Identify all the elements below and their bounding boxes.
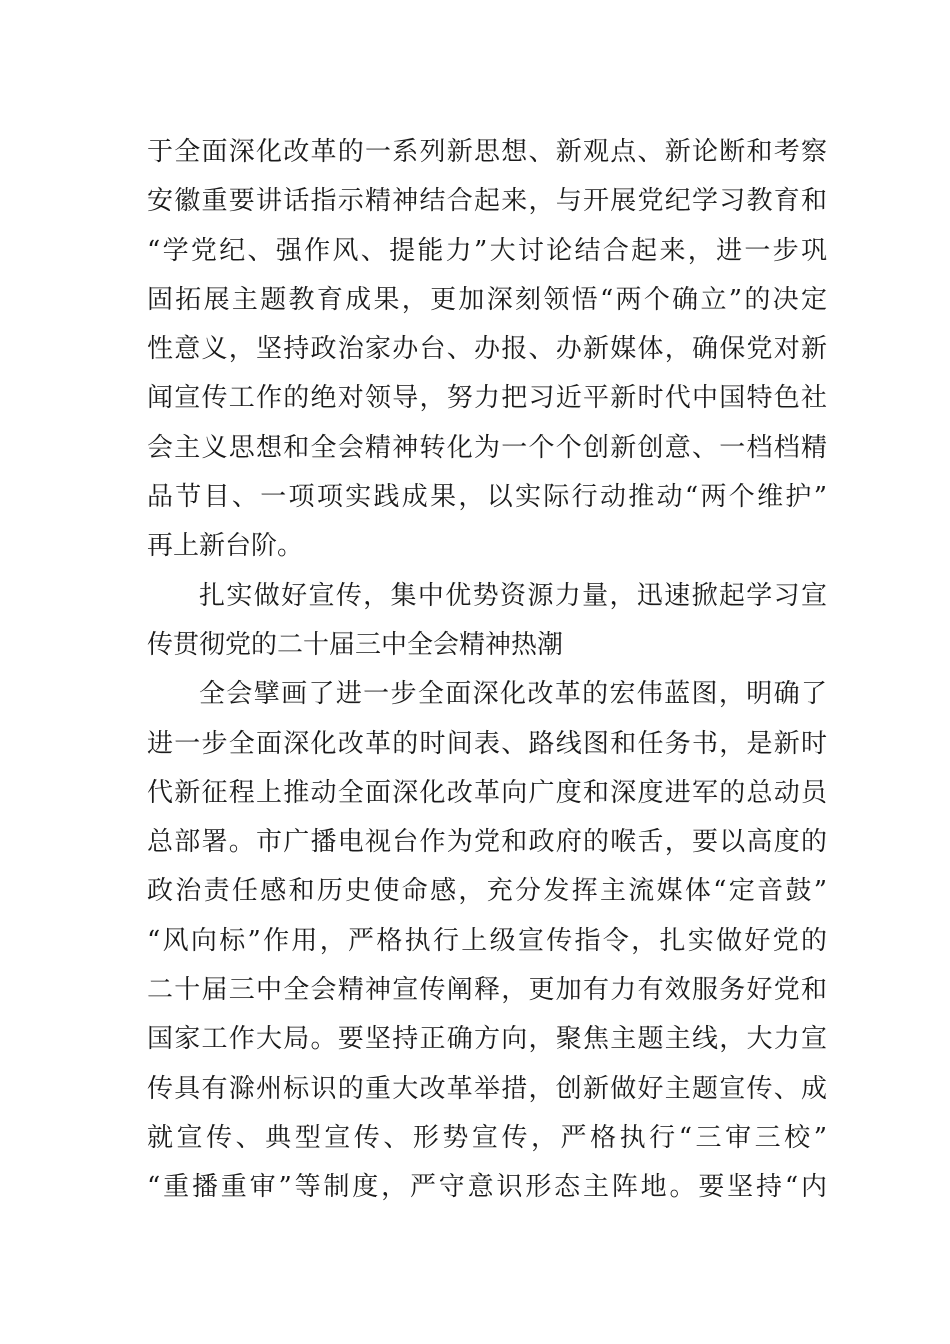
- text-line: 全会擘画了进一步全面深化改革的宏伟蓝图，明确了: [199, 679, 827, 710]
- text-line: 总部署。市广播电视台作为党和政府的喉舌，要以高度的: [147, 827, 827, 858]
- text-line: 品节目、一项项实践成果，以实际行动推动“两个维护”: [147, 482, 827, 513]
- text-line: 于全面深化改革的一系列新思想、新观点、新论断和考察: [147, 137, 827, 167]
- text-line: “风向标”作用，严格执行上级宣传指令，扎实做好党的: [147, 925, 827, 956]
- text-line: “学党纪、强作风、提能力”大讨论结合起来，进一步巩: [147, 235, 827, 266]
- section-heading: 扎实做好宣传，集中优势资源力量，迅速掀起学习宣: [199, 580, 827, 611]
- text-line: 会主义思想和全会精神转化为一个个创新创意、一档档精: [147, 432, 827, 463]
- text-line: 国家工作大局。要坚持正确方向，聚焦主题主线，大力宣: [147, 1024, 827, 1055]
- text-line: 政治责任感和历史使命感，充分发挥主流媒体“定音鼓”: [147, 876, 827, 907]
- section-heading-continued: 传贯彻党的二十届三中全会精神热潮: [147, 629, 564, 660]
- text-line: 再上新台阶。: [147, 531, 304, 562]
- text-line: 固拓展主题教育成果，更加深刻领悟“两个确立”的决定: [147, 284, 827, 315]
- text-line: 进一步全面深化改革的时间表、路线图和任务书，是新时: [147, 728, 827, 759]
- text-line: “重播重审”等制度，严守意识形态主阵地。要坚持“内: [147, 1172, 827, 1203]
- text-line: 安徽重要讲话指示精神结合起来，与开展党纪学习教育和: [147, 186, 827, 217]
- text-line: 代新征程上推动全面深化改革向广度和深度进军的总动员: [147, 777, 827, 808]
- text-line: 传具有滁州标识的重大改革举措，创新做好主题宣传、成: [147, 1073, 827, 1104]
- text-line: 二十届三中全会精神宣传阐释，更加有力有效服务好党和: [147, 975, 827, 1006]
- text-line: 就宣传、典型宣传、形势宣传，严格执行“三审三校”: [147, 1122, 827, 1153]
- text-line: 性意义，坚持政治家办台、办报、办新媒体，确保党对新: [147, 334, 827, 365]
- body-text: [147, 128, 827, 1213]
- text-line: 闻宣传工作的绝对领导，努力把习近平新时代中国特色社: [147, 383, 827, 414]
